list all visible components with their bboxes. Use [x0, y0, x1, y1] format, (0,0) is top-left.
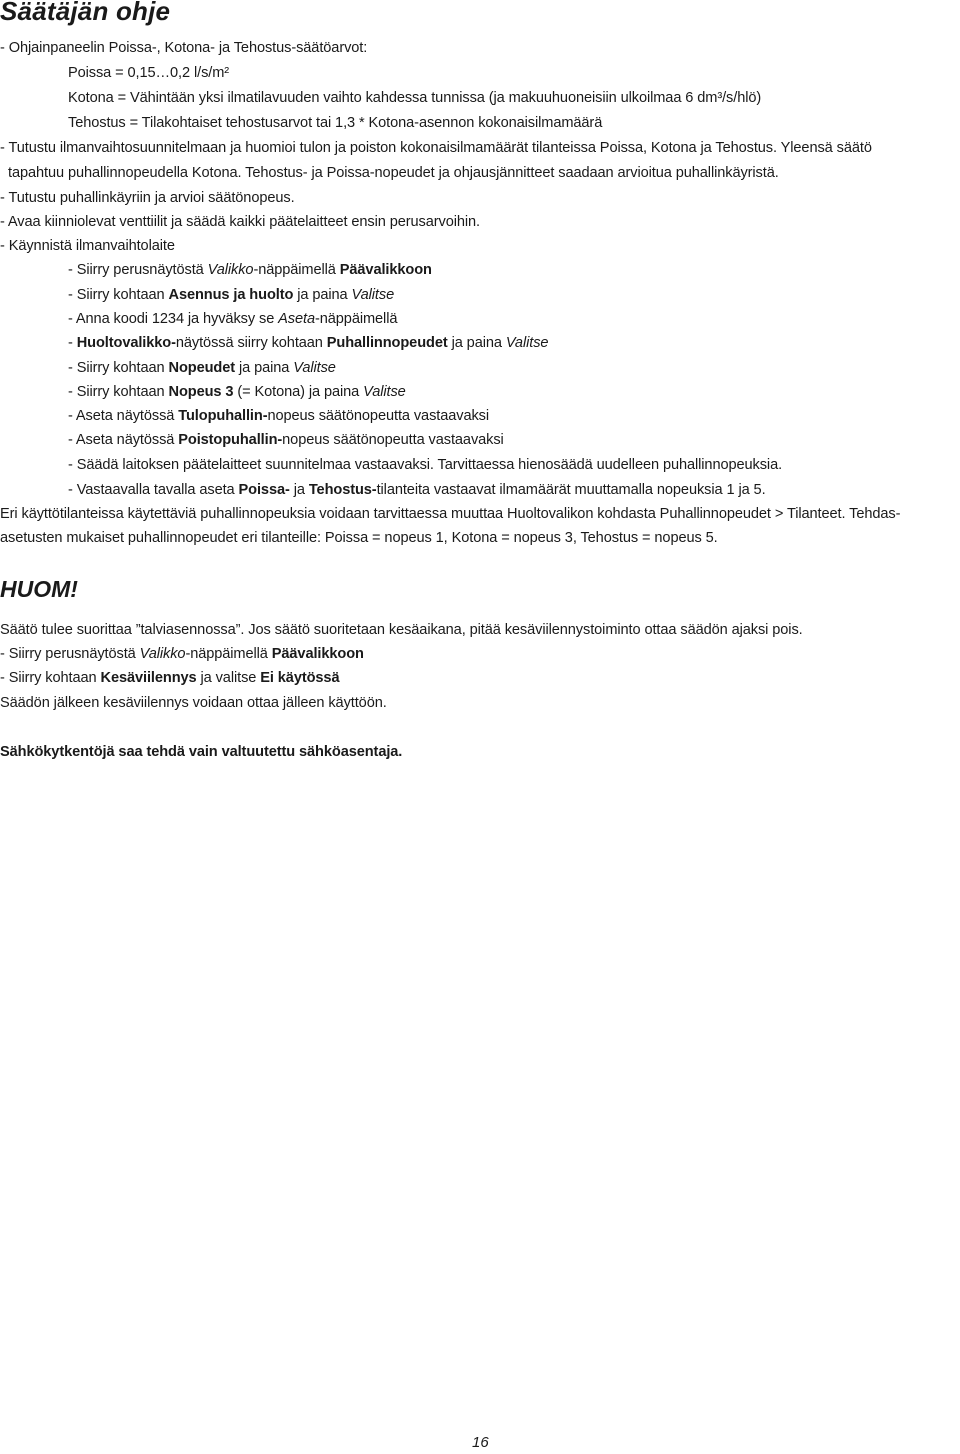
key-name: Valitse	[505, 335, 549, 351]
step-line	[68, 430, 504, 450]
step-text: - Siirry perusnäytöstä	[0, 646, 140, 662]
step-text: - Siirry kohtaan	[0, 670, 101, 686]
step-text: -näppäimellä	[315, 311, 398, 327]
step-text: nopeus säätönopeutta vastaavaksi	[267, 408, 490, 424]
key-name: Valikko	[207, 262, 254, 278]
step-text: - Anna koodi 1234 ja hyväksy se	[68, 311, 279, 327]
menu-name: Päävalikkoon	[271, 646, 364, 662]
step-text: - Vastaavalla tavalla aseta	[68, 482, 239, 498]
key-name: Aseta	[278, 311, 315, 327]
step-text: nopeus säätönopeutta vastaavaksi	[282, 432, 504, 448]
huom-line	[0, 668, 339, 688]
intro-line: - Käynnistä ilmanvaihtolaite	[0, 238, 175, 254]
menu-name: Huoltovalikko-	[76, 335, 176, 351]
menu-name: Puhallinnopeudet	[326, 335, 448, 351]
huom-line	[0, 644, 364, 664]
step-text: - Aseta näytössä	[68, 432, 179, 448]
step-text: ja paina	[235, 360, 294, 376]
page-title: Säätäjän ohje	[0, 0, 171, 26]
menu-name: Poistopuhallin-	[178, 432, 283, 448]
menu-name: Poissa-	[238, 482, 290, 498]
setting-kotona: Kotona = Vähintään yksi ilmatilavuuden vaihto kahdessa tunnissa (ja makuuhuoneisiin ulkoilmaa 6 dm³/s/hlö)	[68, 90, 762, 106]
step-line	[68, 480, 766, 500]
step-text: - Siirry kohtaan	[68, 384, 169, 400]
menu-name: Nopeudet	[168, 360, 235, 376]
key-name: Valitse	[351, 287, 395, 303]
step-line	[68, 260, 432, 280]
step-text: -näppäimellä	[185, 646, 272, 662]
note-line: Eri käyttötilanteissa käytettäviä puhallinnopeuksia voidaan tarvittaessa muuttaa Huoltovalikon kohdasta Puhallinnopeudet > Tilanteet. Tehdas-	[0, 506, 901, 522]
huom-heading: HUOM!	[0, 576, 78, 602]
key-name: Valikko	[139, 646, 186, 662]
setting-poissa: Poissa = 0,15…0,2 l/s/m²	[68, 65, 230, 81]
step-text: - Siirry perusnäytöstä	[68, 262, 208, 278]
menu-name: Asennus ja huolto	[168, 287, 294, 303]
step-text: - Siirry kohtaan	[68, 287, 169, 303]
step-line	[68, 309, 397, 329]
menu-name: Nopeus 3	[168, 384, 234, 400]
intro-line: - Tutustu puhallinkäyriin ja arvioi säätönopeus.	[0, 190, 295, 206]
step-text: - Siirry kohtaan	[68, 360, 169, 376]
menu-name: Tehostus-	[308, 482, 377, 498]
huom-line: Säädön jälkeen kesäviilennys voidaan ottaa jälleen käyttöön.	[0, 695, 387, 711]
key-name: Valitse	[293, 360, 336, 376]
key-name: Valitse	[363, 384, 406, 400]
step-text: -	[68, 335, 77, 351]
setting-tehostus: Tehostus = Tilakohtaiset tehostusarvot tai 1,3 * Kotona-asennon kokonaisilmamäärä	[68, 115, 603, 131]
menu-name: Kesäviilennys	[100, 670, 197, 686]
huom-line: Säätö tulee suorittaa ”talviasennossa”. Jos säätö suoritetaan kesäaikana, pitää kesäviilennystoiminto ottaa säädön ajaksi pois.	[0, 622, 803, 638]
warning-line	[0, 742, 402, 762]
step-line: - Säädä laitoksen päätelaitteet suunnitelmaa vastaavaksi. Tarvittaessa hienosäädä uudelleen puhallinnopeuksia.	[68, 457, 783, 473]
menu-name: Päävalikkoon	[339, 262, 432, 278]
step-line	[68, 382, 406, 402]
step-text: - Aseta näytössä	[68, 408, 179, 424]
intro-line: tapahtuu puhallinnopeudella Kotona. Tehostus- ja Poissa-nopeudet ja ohjausjännitteet saadaan arvioitua puhallinkäyristä.	[8, 165, 779, 181]
intro-line: - Avaa kiinniolevat venttiilit ja säädä kaikki päätelaitteet ensin perusarvoihin.	[0, 214, 480, 230]
step-text: (= Kotona) ja paina	[233, 384, 364, 400]
step-text: tilanteita vastaavat ilmamäärät muuttamalla nopeuksia 1 ja 5.	[376, 482, 766, 498]
electrical-warning: Sähkökytkentöjä saa tehdä vain valtuutettu sähköasentaja.	[0, 744, 403, 760]
note-line: asetusten mukaiset puhallinnopeudet eri tilanteille: Poissa = nopeus 1, Kotona = nopeus 3, Tehostus = nopeus 5.	[0, 530, 718, 546]
step-text: näytössä siirry kohtaan	[175, 335, 327, 351]
menu-name: Ei käytössä	[260, 670, 340, 686]
step-line	[68, 358, 336, 378]
page-number: 16	[472, 1434, 489, 1451]
step-text: -näppäimellä	[253, 262, 340, 278]
step-line	[68, 285, 394, 305]
menu-name: Tulopuhallin-	[178, 408, 268, 424]
step-text: ja	[289, 482, 309, 498]
step-text: ja paina	[447, 335, 506, 351]
step-line	[68, 333, 548, 353]
step-text: ja paina	[293, 287, 352, 303]
intro-line: - Ohjainpaneelin Poissa-, Kotona- ja Tehostus-säätöarvot:	[0, 40, 368, 56]
step-text: ja valitse	[196, 670, 261, 686]
step-line	[68, 406, 489, 426]
intro-line: - Tutustu ilmanvaihtosuunnitelmaan ja huomioi tulon ja poiston kokonaisilmamäärät tilanteissa Poissa, Kotona ja Tehostus. Yleensä säätö	[0, 140, 872, 156]
